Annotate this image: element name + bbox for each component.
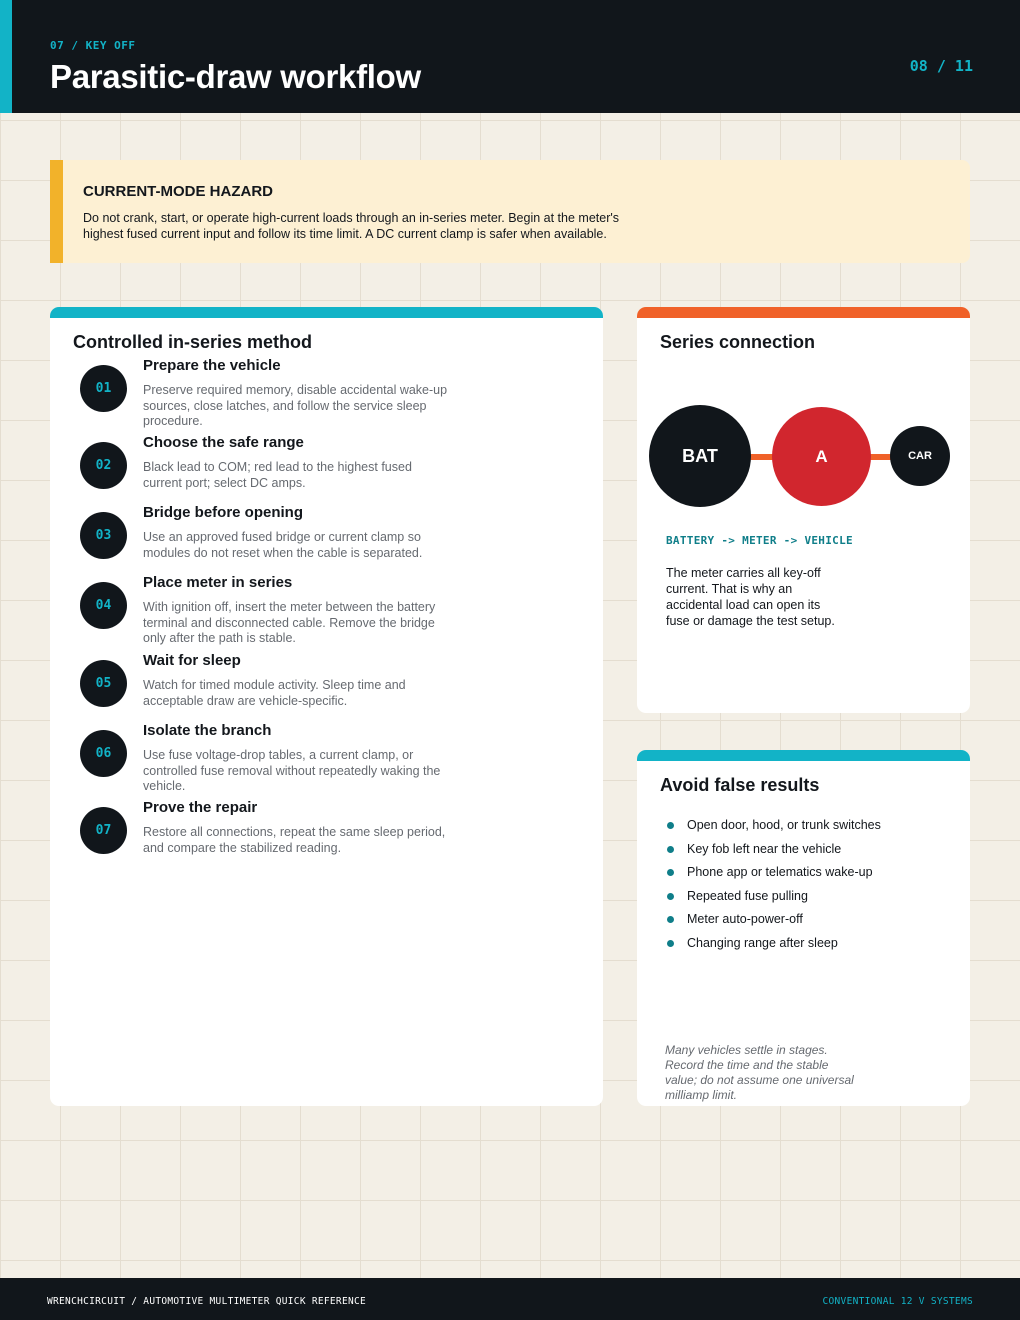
avoid-false-results-card: [637, 750, 970, 1106]
list-item: [666, 818, 956, 834]
footer-publication: WRENCHCIRCUIT / AUTOMOTIVE MULTIMETER QUICK REFERENCE: [47, 1296, 367, 1307]
page-counter: 08 / 11: [909, 57, 973, 75]
vehicle-node: CAR: [890, 426, 950, 486]
step-description: Black lead to COM; red lead to the highest fused current port; select DC amps.: [143, 460, 412, 490]
hazard-title: CURRENT-MODE HAZARD: [83, 183, 273, 200]
step-title: Prepare the vehicle: [143, 357, 281, 374]
section-kicker: 07 / KEY OFF: [50, 39, 136, 52]
footer-system-scope: CONVENTIONAL 12 V SYSTEMS: [822, 1296, 973, 1307]
list-item: [666, 912, 956, 928]
meter-node: A: [772, 407, 871, 506]
step-description: Preserve required memory, disable accidental wake-up sources, close latches, and follow the service sleep procedure.: [143, 383, 448, 429]
series-connection-card: [637, 307, 970, 713]
step-title: Isolate the branch: [143, 722, 272, 739]
step-number-badge: 07: [80, 807, 127, 854]
series-card-title: Series connection: [660, 332, 816, 352]
avoid-card-title: Avoid false results: [660, 775, 820, 795]
method-card: [50, 307, 603, 1106]
list-item-text: Changing range after sleep: [687, 935, 838, 950]
step-description: With ignition off, insert the meter between the battery terminal and disconnected cable. Remove the bridge only after the path is stable.: [143, 600, 436, 646]
bullet-dot-icon: [667, 893, 674, 900]
list-item: [666, 889, 956, 905]
list-item-text: Key fob left near the vehicle: [687, 841, 842, 856]
hazard-callout: [50, 160, 970, 263]
step-number-badge: 03: [80, 512, 127, 559]
page-footer: [0, 1278, 1020, 1320]
step-title: Prove the repair: [143, 799, 258, 816]
list-item: [666, 842, 956, 858]
bullet-dot-icon: [667, 822, 674, 829]
step-number-badge: 04: [80, 582, 127, 629]
list-item-text: Open door, hood, or trunk switches: [687, 818, 881, 832]
list-item: [666, 865, 956, 881]
step-number-badge: 06: [80, 730, 127, 777]
step-title: Bridge before opening: [143, 504, 304, 521]
bullet-dot-icon: [667, 940, 674, 947]
bullet-dot-icon: [667, 846, 674, 853]
bullet-dot-icon: [667, 869, 674, 876]
method-card-topbar: [50, 307, 603, 318]
pitfall-list: [666, 818, 956, 959]
step-number-badge: 02: [80, 442, 127, 489]
avoid-card-topbar: [637, 750, 970, 761]
step-description: Use an approved fused bridge or current clamp so modules do not reset when the cable is separated.: [143, 530, 423, 560]
page-title: Parasitic-draw workflow: [50, 58, 421, 95]
battery-node: BAT: [649, 405, 751, 507]
method-card-title: Controlled in-series method: [73, 332, 313, 352]
series-card-topbar: [637, 307, 970, 318]
series-explanation: The meter carries all key-off current. That is why an accidental load can open its fuse or damage the test setup.: [666, 566, 835, 628]
step-description: Use fuse voltage-drop tables, a current clamp, or controlled fuse removal without repeatedly waking the vehicle.: [143, 748, 441, 794]
list-item: [666, 936, 956, 952]
hazard-accent-bar: [50, 160, 63, 263]
step-title: Place meter in series: [143, 574, 293, 591]
hazard-text: Do not crank, start, or operate high-current loads through an in-series meter. Begin at the meter's highest fused current input and follow its time limit. A DC current clamp is safer when available.: [83, 211, 619, 241]
step-number-badge: 01: [80, 365, 127, 412]
bullet-dot-icon: [667, 916, 674, 923]
list-item-text: Meter auto-power-off: [687, 912, 803, 926]
list-item-text: Phone app or telematics wake-up: [687, 865, 873, 879]
list-item-text: Repeated fuse pulling: [687, 888, 808, 903]
page-header: [0, 0, 1020, 113]
header-accent-bar: [0, 0, 12, 113]
step-description: Watch for timed module activity. Sleep time and acceptable draw are vehicle-specific.: [143, 678, 406, 708]
step-title: Choose the safe range: [143, 434, 304, 451]
step-title: Wait for sleep: [143, 652, 241, 669]
settling-note: Many vehicles settle in stages. Record the time and the stable value; do not assume one universal milliamp limit.: [665, 1043, 854, 1102]
step-description: Restore all connections, repeat the same sleep period, and compare the stabilized reading.: [143, 825, 446, 855]
step-number-badge: 05: [80, 660, 127, 707]
current-flow-label: BATTERY -> METER -> VEHICLE: [666, 534, 853, 547]
